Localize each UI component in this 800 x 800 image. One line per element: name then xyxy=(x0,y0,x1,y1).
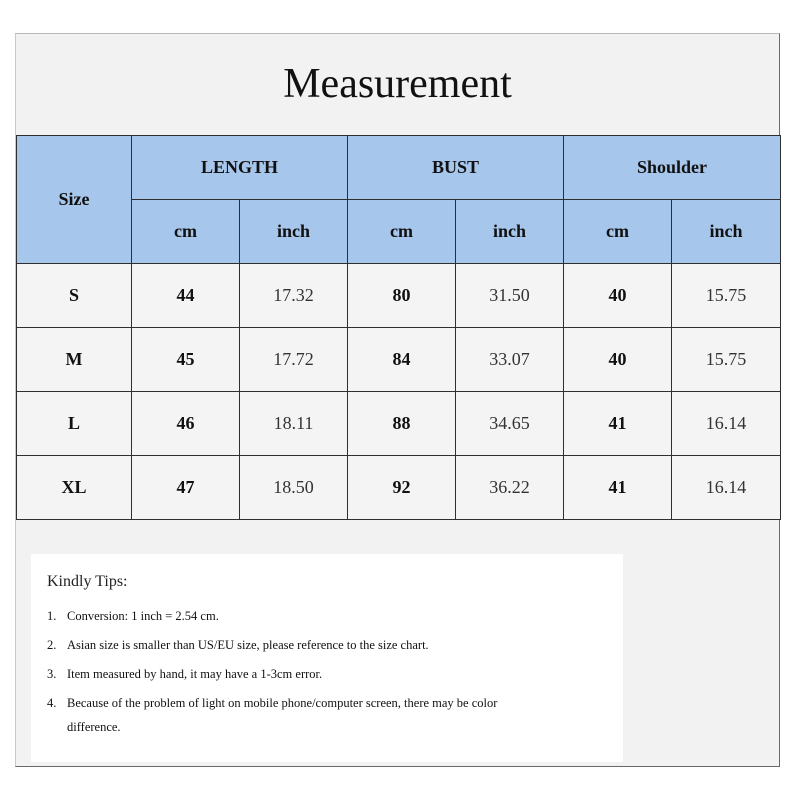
length-inch-cell: 17.72 xyxy=(240,328,348,392)
shoulder-inch-cell: 16.14 xyxy=(672,392,781,456)
shoulder-cm-cell: 41 xyxy=(564,392,672,456)
table-row xyxy=(17,456,781,520)
bust-inch-cell: 36.22 xyxy=(456,456,564,520)
shoulder-cm-cell: 40 xyxy=(564,264,672,328)
group-header-length: LENGTH xyxy=(132,136,348,200)
unit-header: cm xyxy=(348,200,456,264)
tips-heading: Kindly Tips: xyxy=(47,573,128,590)
unit-header: cm xyxy=(564,200,672,264)
list-item xyxy=(47,691,517,739)
tip-text: Conversion: 1 inch = 2.54 cm. xyxy=(67,609,219,623)
bust-inch-cell: 33.07 xyxy=(456,328,564,392)
length-inch-cell: 17.32 xyxy=(240,264,348,328)
size-table xyxy=(16,135,781,520)
group-header-shoulder: Shoulder xyxy=(564,136,781,200)
kindly-tips xyxy=(31,554,623,762)
length-cm-cell: 45 xyxy=(132,328,240,392)
table-row xyxy=(17,328,781,392)
size-cell: M xyxy=(17,328,132,392)
shoulder-inch-cell: 15.75 xyxy=(672,328,781,392)
size-header: Size xyxy=(17,136,132,264)
unit-header: inch xyxy=(240,200,348,264)
group-header-bust: BUST xyxy=(348,136,564,200)
shoulder-inch-cell: 15.75 xyxy=(672,264,781,328)
shoulder-cm-cell: 40 xyxy=(564,328,672,392)
tip-number: 1. xyxy=(47,609,57,623)
list-item xyxy=(47,604,607,628)
unit-header: inch xyxy=(456,200,564,264)
size-chart xyxy=(15,33,780,767)
length-cm-cell: 46 xyxy=(132,392,240,456)
list-item xyxy=(47,662,607,686)
bust-inch-cell: 34.65 xyxy=(456,392,564,456)
length-inch-cell: 18.50 xyxy=(240,456,348,520)
tip-number: 3. xyxy=(47,667,57,681)
bust-cm-cell: 92 xyxy=(348,456,456,520)
size-cell: S xyxy=(17,264,132,328)
tip-text: Asian size is smaller than US/EU size, please reference to the size chart. xyxy=(67,638,429,652)
bust-cm-cell: 88 xyxy=(348,392,456,456)
length-inch-cell: 18.11 xyxy=(240,392,348,456)
unit-header: inch xyxy=(672,200,781,264)
page-title: Measurement xyxy=(283,60,512,107)
size-cell: L xyxy=(17,392,132,456)
bust-inch-cell: 31.50 xyxy=(456,264,564,328)
list-item xyxy=(47,633,607,657)
bust-cm-cell: 80 xyxy=(348,264,456,328)
shoulder-cm-cell: 41 xyxy=(564,456,672,520)
tip-text: Because of the problem of light on mobile phone/computer screen, there may be color difference. xyxy=(67,696,498,734)
shoulder-inch-cell: 16.14 xyxy=(672,456,781,520)
length-cm-cell: 44 xyxy=(132,264,240,328)
tip-number: 2. xyxy=(47,638,57,652)
table-row xyxy=(17,392,781,456)
table-row xyxy=(17,264,781,328)
unit-header: cm xyxy=(132,200,240,264)
tip-number: 4. xyxy=(47,696,57,710)
tip-text: Item measured by hand, it may have a 1-3cm error. xyxy=(67,667,323,681)
tips-list xyxy=(47,604,607,748)
size-cell: XL xyxy=(17,456,132,520)
length-cm-cell: 47 xyxy=(132,456,240,520)
bust-cm-cell: 84 xyxy=(348,328,456,392)
